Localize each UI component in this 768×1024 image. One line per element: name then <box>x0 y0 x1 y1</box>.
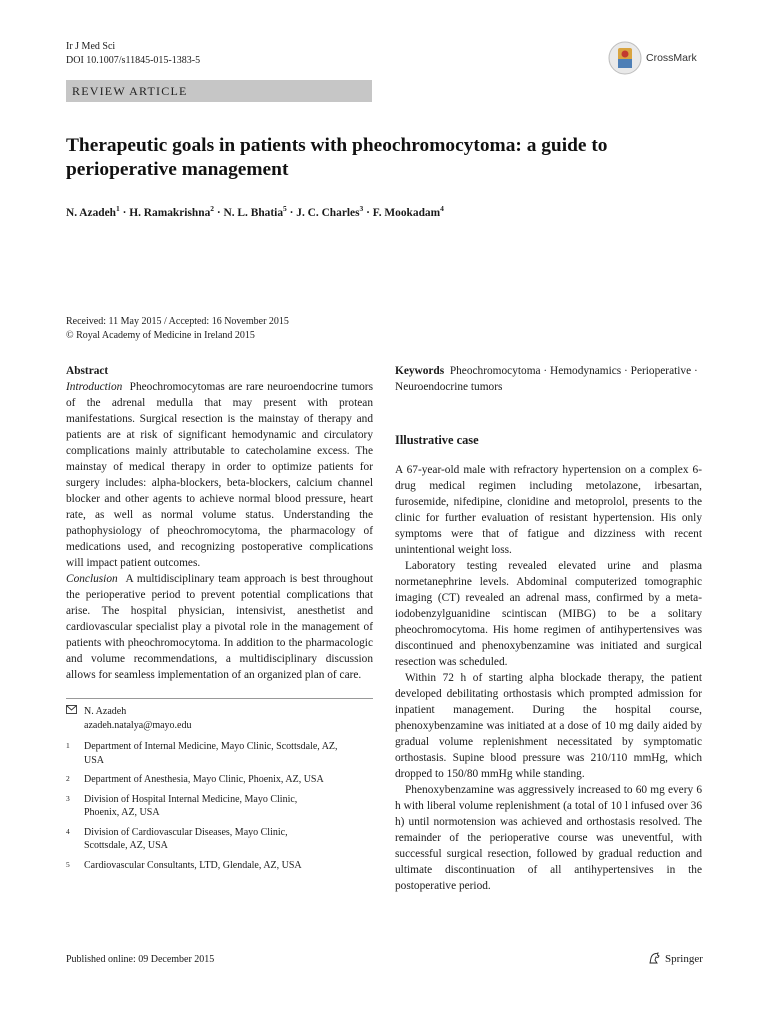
abstract-conclusion-text: A multidisciplinary team approach is best throughout the perioperative period to prevent potential complications that arise. The hospital physician, intensivist, anesthetist and cardiovascular specialist play a pivotal role in the management of patients with pheochromocytoma. In addition to the pharmacologic and volume recommendations, a multidisciplinary discussion allows for seamless implementation of an organized plan of care. <box>66 573 373 681</box>
affiliation-number: 2 <box>66 774 70 783</box>
correspondence-name: N. Azadeh <box>84 706 127 717</box>
abstract-introduction-text: Pheochromocytomas are rare neuroendocrine tumors of the adrenal medulla that may present with protean manifestations. Surgical resection is the mainstay of therapy and patients are at risk of significant hemodynamic and circulatory complications mainly attributable to catecholamine excess. The mainstay of medical therapy in order to optimize patients for surgery includes: alpha-blockers, beta-blockers, calcium channel blocker and other agents to achieve normal blood pressure, heart rate, as well as normal volume status. Understanding the pathophysiology of pheochromocytoma, the pharmacology of medications used, and recognizing postoperative complications will impact patient outcomes. <box>66 381 373 569</box>
case-paragraph: Phenoxybenzamine was aggressively increased to 60 mg every 6 h with liberal volume replenishment (a total of 10 l infused over 36 h) until normotension was achieved and orthostasis resolved. The remainder of the perioperative course was uneventful, with successful surgical resection, followed by gradual reduction and ultimate discontinuation of all antihypertensives in the postoperative period. <box>395 784 702 892</box>
journal-meta <box>66 40 200 67</box>
springer-horse-icon <box>648 952 661 965</box>
affiliation-text: Division of Cardiovascular Diseases, Mayo Clinic, Scottsdale, AZ, USA <box>84 826 288 851</box>
affiliation-number: 5 <box>66 859 70 869</box>
affiliation-list <box>66 740 373 872</box>
keywords-text: Pheochromocytoma · Hemodynamics · Perioperative · Neuroendocrine tumors <box>395 365 698 393</box>
copyright: © Royal Academy of Medicine in Ireland 2015 <box>66 329 255 341</box>
crossmark-label: CrossMark <box>646 52 697 64</box>
author-name: J. C. Charles <box>296 206 360 219</box>
case-paragraph: Laboratory testing revealed elevated urine and plasma normetanephrine levels. Abdominal computerized tomographic imaging (CT) revealed an adrenal mass, confirmed by a meta-iodobenzylguanidine scintiscan (MIBG) to be a solitary pheochromocytoma. His home regimen of antihypertensives was discontinued and phenoxybenzamine was initiated and surgical resection was scheduled. <box>395 560 702 668</box>
abstract-introduction <box>66 379 373 571</box>
received-accepted: Received: 11 May 2015 / Accepted: 16 November 2015 <box>66 316 289 327</box>
affiliation-number: 1 <box>66 741 70 750</box>
affiliation-text: Department of Internal Medicine, Mayo Clinic, Scottsdale, AZ, USA <box>84 741 338 766</box>
abstract-introduction-label: Introduction <box>66 381 123 393</box>
abstract-conclusion <box>66 571 373 683</box>
affiliation-text: Department of Anesthesia, Mayo Clinic, Phoenix, AZ, USA <box>84 774 324 785</box>
published-date: Published online: 09 December 2015 <box>66 954 215 965</box>
keywords <box>395 363 702 395</box>
keywords-label: Keywords <box>395 365 445 377</box>
envelope-icon <box>66 705 84 732</box>
author-affiliation: 5 <box>283 204 287 213</box>
doi[interactable]: DOI 10.1007/s11845-015-1383-5 <box>66 54 201 66</box>
publisher-logo <box>648 952 703 965</box>
author-affiliation: 4 <box>440 204 444 213</box>
case-paragraph: A 67-year-old male with refractory hypertension on a complex 6-drug medical regimen including metolazone, irbesartan, furosemide, nifedipine, clonidine and metoprolol, presents to the clinic for further evaluation of resistant hypertension. His only symptoms were that of fatigue and dizziness with recent unintentional weight loss. <box>395 464 702 556</box>
journal-name: Ir J Med Sci <box>66 41 116 52</box>
case-paragraph: Within 72 h of starting alpha blockade therapy, the patient developed debilitating orthostasis which prompted admission for inpatient management. During the hospital course, phenoxybenzamine was initiated at a dose of 10 mg daily aided by gradual volume replenishment necessitated by symptomatic orthostasis. Supine blood pressure was 210/110 mmHg, which dropped to 150/80 mmHg while standing. <box>395 672 702 780</box>
correspondence-email[interactable]: azadeh.natalya@mayo.edu <box>84 719 192 731</box>
left-column <box>66 363 373 872</box>
author-affiliation: 1 <box>116 204 120 213</box>
author-list: N. Azadeh$^1$ · H. Ramakrishna$^2$ · N. L. Bhatia$^5$ · J. C. Charles$^3$ · F. Mookadam$^4$ <box>66 204 444 219</box>
crossmark-icon <box>608 41 642 75</box>
affiliation-number: 3 <box>66 793 70 803</box>
publisher-name: Springer <box>665 952 703 965</box>
article-title: Therapeutic goals in patients with pheochromocytoma: a guide to perioperative management <box>66 135 608 180</box>
section-heading-illustrative-case: Illustrative case <box>395 433 479 447</box>
author-affiliation: 3 <box>359 204 364 213</box>
abstract-conclusion-label: Conclusion <box>66 573 118 585</box>
author-name: F. Mookadam <box>372 206 441 219</box>
right-column <box>395 363 702 894</box>
affiliation-item <box>66 826 373 853</box>
author-name: H. Ramakrishna <box>129 206 211 219</box>
footnote-divider <box>66 698 373 699</box>
abstract-heading: Abstract <box>66 365 109 377</box>
affiliation-text: Cardiovascular Consultants, LTD, Glendale, AZ, USA <box>84 859 302 871</box>
author-affiliation: 2 <box>210 204 215 213</box>
author-name: N. L. Bhatia <box>223 206 284 219</box>
crossmark-badge[interactable] <box>608 41 697 75</box>
affiliation-item <box>66 859 373 873</box>
article-type-bar: REVIEW ARTICLE <box>66 80 372 102</box>
author-name: N. Azadeh <box>66 206 116 219</box>
affiliation-item <box>66 773 373 787</box>
correspondence-block <box>66 705 373 732</box>
affiliation-item <box>66 740 373 767</box>
affiliation-item <box>66 793 373 820</box>
affiliation-number: 4 <box>66 826 70 836</box>
affiliation-text: Division of Hospital Internal Medicine, Mayo Clinic, Phoenix, AZ, USA <box>84 793 298 818</box>
article-dates <box>66 315 289 342</box>
